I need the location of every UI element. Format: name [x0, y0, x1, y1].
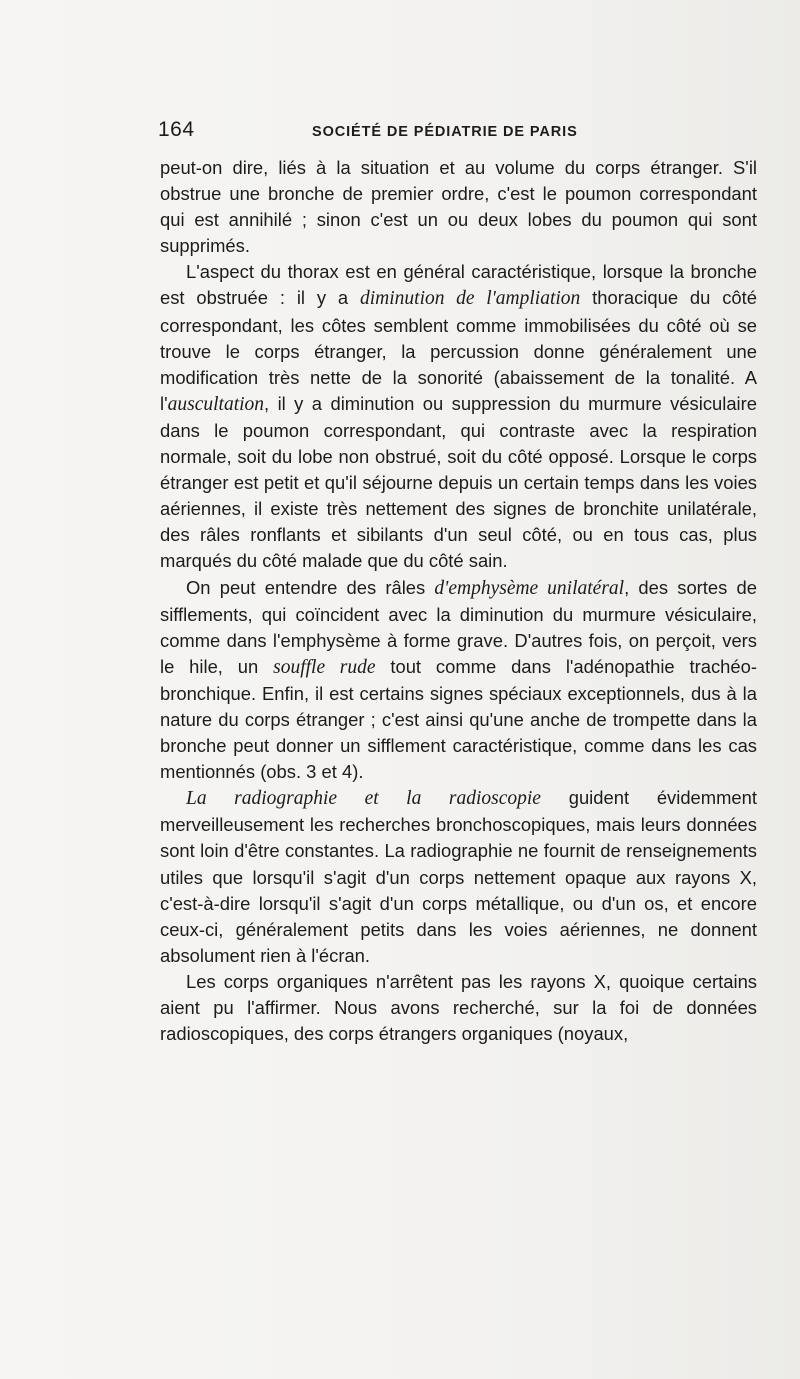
page-header [0, 118, 800, 142]
paragraph-3-text: , des sortes de sifflements, qui coïncident avec la diminution du murmure vésiculaire, comme dans l'emphysème à forme grave. D'autres fois, on perçoit, vers le hile, un [160, 576, 757, 677]
page-number: 164 [158, 118, 195, 141]
emphasis-souffle-rude: souffle rude [273, 656, 376, 678]
paragraph-2-text: thoracique du côté correspondant, les côtes semblent comme immobilisées du côté où se trouve le corps étranger, la percussion donne généralement une modification très nette de la sonorité (abaissement de la tonalité. A l' [160, 287, 758, 414]
paragraph-3-text: On peut entendre des râles [186, 576, 435, 598]
paragraph-2-text: , il y a diminution ou suppression du murmure vésiculaire dans le poumon correspondant, qui contraste avec la respiration normale, soit du lobe non obstrué, soit du côté opposé. Lorsque le corps étranger est petit et qu'il séjourne depuis un certain temps dans les voies aériennes, il existe très nettement des signes de bronchite unilatérale, des râles ronflants et sibilants d'un seul côté, ou en tous cas, plus marqués du côté malade que du côté sain. [160, 392, 757, 572]
paragraph-2 [160, 259, 757, 574]
emphasis-auscultation: auscultation [167, 393, 265, 415]
paragraph-1-text: peut-on dire, liés à la situation et au volume du corps étranger. S'il obstrue une bronche de premier ordre, c'est le poumon correspondant qui est annihilé ; sinon c'est un ou deux lobes du poumon qui sont supprimés. [160, 157, 757, 257]
emphasis-radiographie-radioscopie: La radiographie et la radioscopie [186, 788, 541, 810]
emphasis-emphyseme-unilateral: d'emphysème unilatéral [434, 577, 625, 599]
paragraph-3-text: tout comme dans l'adénopathie trachéo-bronchique. Enfin, il est certains signes spéciaux exceptionnels, dus à la nature du corps étranger ; c'est ainsi qu'une anche de trompette dans la bronche peut donner un sifflement caractéristique, comme dans les cas mentionnés (obs. 3 et 4). [160, 655, 757, 783]
paragraph-5-text: Les corps organiques n'arrêtent pas les rayons X, quoique certains aient pu l'affirmer. Nous avons recherché, sur la foi de données radioscopiques, des corps étrangers organiques (noyaux, [160, 970, 757, 1045]
body-text [160, 155, 757, 1047]
paragraph-4-text: guident évidemment merveilleusement les recherches bronchoscopiques, mais leurs données sont loin d'être constantes. La radiographie ne fournit de renseignements utiles que lorsqu'il s'agit d'un corps nettement opaque aux rayons X, c'est-à-dire lorsqu'il s'agit d'un corps métallique, ou d'un os, et encore ceux-ci, généralement petits dans les voies aériennes, ne donnent absolument rien à l'écran. [160, 787, 757, 966]
paragraph-3 [160, 575, 757, 786]
running-head: SOCIÉTÉ DE PÉDIATRIE DE PARIS [312, 124, 578, 140]
paragraph-5 [160, 969, 757, 1047]
paragraph-1 [160, 155, 757, 259]
paragraph-4 [160, 785, 757, 969]
emphasis-diminution-ampliation: diminution de l'ampliation [360, 288, 581, 310]
paragraph-2-text: L'aspect du thorax est en général caractéristique, lorsque la bronche est obstruée : il y a [160, 261, 757, 309]
